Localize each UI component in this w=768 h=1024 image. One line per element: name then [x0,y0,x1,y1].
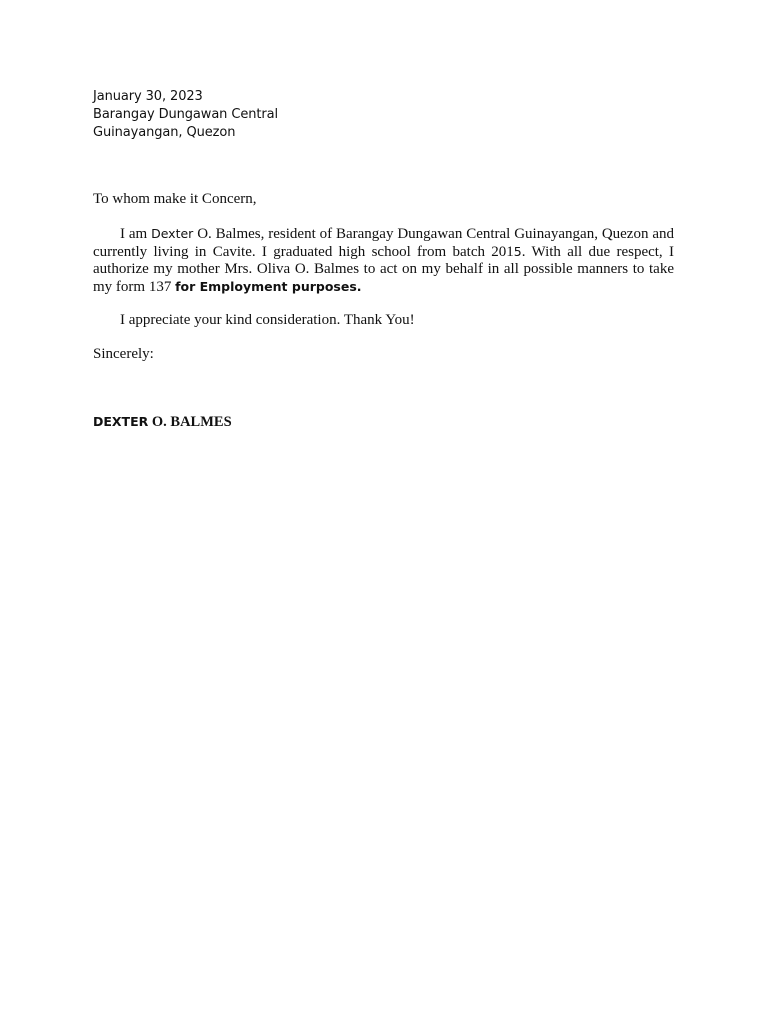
signature-first-name: DEXTER [93,414,149,429]
thanks-text: I appreciate your kind consideration. Thank You! [120,312,415,328]
body-name: Dexter [151,226,194,241]
body-text-3: . With all due respect, I authorize my mother Mrs. Oliva O. Balmes to act on my behalf in all possible manners to take my form 137 [93,244,674,295]
address-line-1: Barangay Dungawan Central [93,107,278,122]
closing: Sincerely: [93,346,154,362]
address-line-2: Guinayangan, Quezon [93,125,236,140]
body-text-1: I am [120,226,152,242]
signature-last-name: O. BALMES [148,414,232,430]
body-paragraph [93,225,674,296]
signature-name [93,413,232,431]
body-batch-digit: 5 [513,244,522,259]
salutation: To whom make it Concern, [93,191,257,207]
body-text-2: O. Balmes, resident of Barangay Dungawan Central Guinayangan, Quezon and currently living in Cavite. I graduated high school from batch 201 [93,226,674,260]
body-purpose: for Employment purposes. [175,279,362,294]
letter-header [93,88,278,142]
thanks-paragraph [93,312,415,329]
letter-date: January 30, 2023 [93,89,203,104]
